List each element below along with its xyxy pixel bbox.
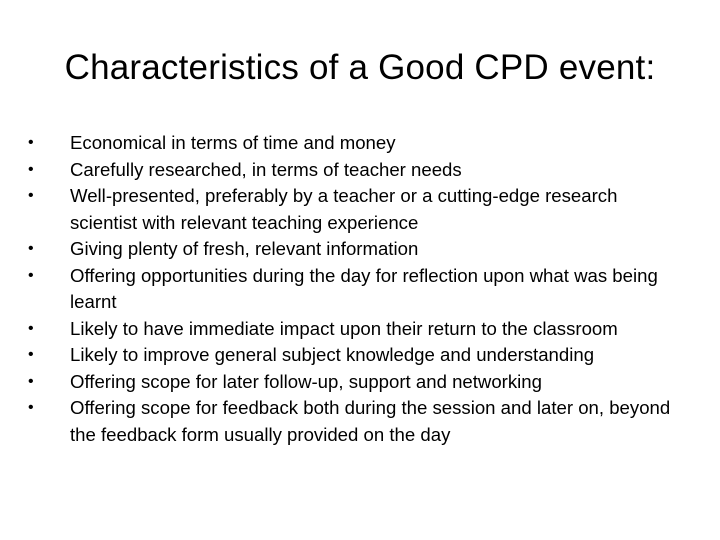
- bullet-icon: •: [28, 319, 34, 337]
- bullet-text: Offering scope for feedback both during the session and later on, beyond the feedback form usually provided on the day: [70, 397, 671, 445]
- list-item: [28, 157, 688, 184]
- bullet-text: Carefully researched, in terms of teacher needs: [70, 158, 462, 180]
- bullet-icon: •: [28, 346, 34, 363]
- list-item: [28, 395, 688, 448]
- bullet-text: Giving plenty of fresh, relevant information: [70, 238, 419, 259]
- list-item: [28, 342, 688, 369]
- bullet-icon: •: [28, 187, 34, 204]
- list-item: [28, 369, 688, 396]
- list-item: [28, 130, 688, 157]
- list-item: [28, 236, 688, 263]
- bullet-text: Economical in terms of time and money: [70, 132, 396, 153]
- bullet-icon: •: [28, 399, 34, 416]
- bullet-text: Offering opportunities during the day for reflection upon what was being learnt: [70, 264, 658, 312]
- list-item: [28, 263, 688, 316]
- bullet-icon: •: [28, 372, 34, 390]
- list-item: [28, 183, 688, 236]
- list-item: [28, 316, 688, 343]
- bullet-text: Well-presented, preferably by a teacher or a cutting-edge research scientist with relevant teaching experience: [70, 185, 618, 233]
- bullet-icon: •: [28, 160, 34, 178]
- slide-title: Characteristics of a Good CPD event:: [64, 48, 656, 87]
- bullet-icon: •: [28, 240, 34, 257]
- bullet-icon: •: [28, 266, 34, 284]
- bullet-text: Likely to improve general subject knowledge and understanding: [70, 344, 595, 365]
- bullet-text: Likely to have immediate impact upon their return to the classroom: [70, 317, 618, 339]
- bullet-icon: •: [28, 134, 34, 151]
- bullet-text: Offering scope for later follow-up, support and networking: [70, 370, 542, 392]
- bullet-list: [28, 130, 688, 448]
